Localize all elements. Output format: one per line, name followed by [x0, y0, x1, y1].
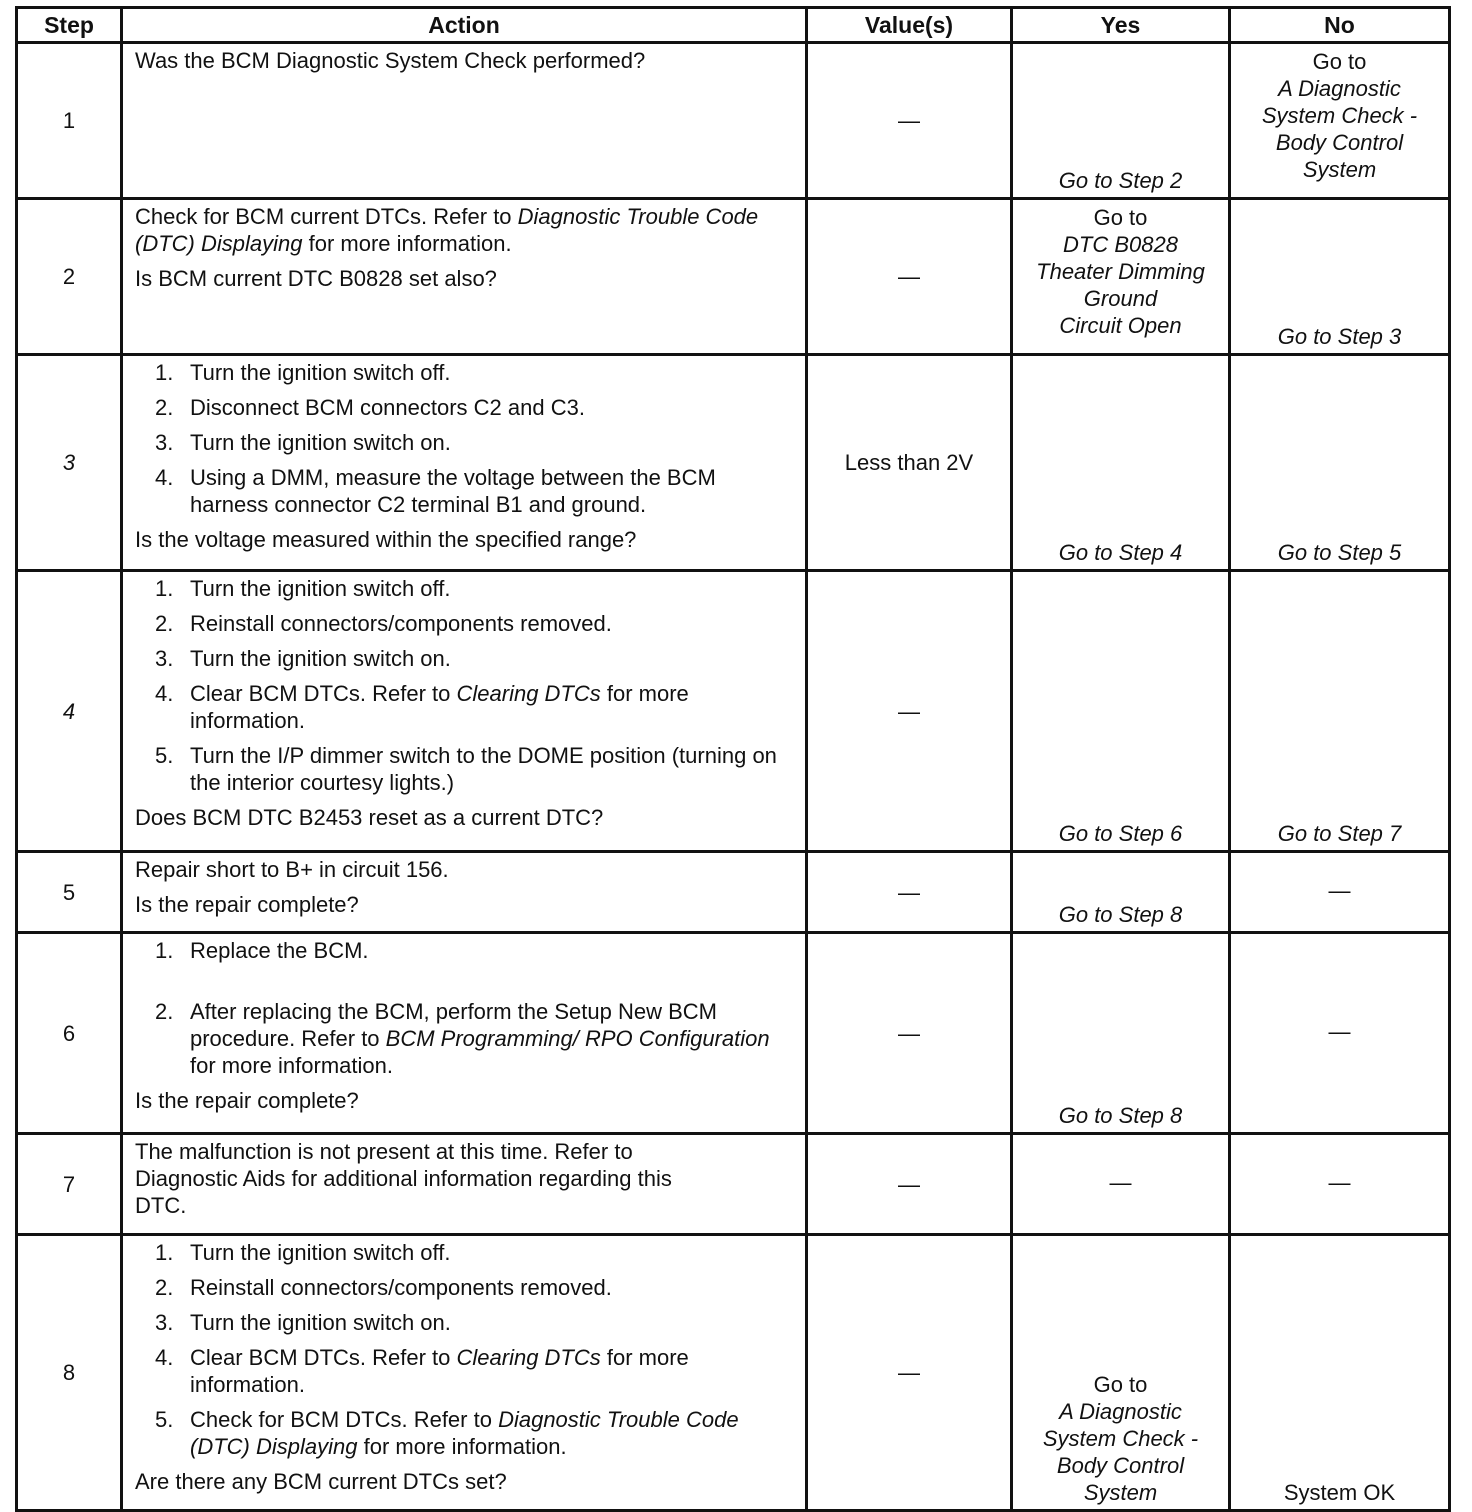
no-cell: — [1230, 1134, 1450, 1235]
yes-link-line: System Check - [1042, 1426, 1199, 1451]
header-step: Step [17, 8, 122, 43]
no-link[interactable] [1231, 75, 1448, 183]
no-link-line: Body Control [1275, 130, 1404, 155]
action-cell [122, 571, 807, 852]
action-cell [122, 1134, 807, 1235]
yes-cell [1012, 933, 1230, 1134]
yes-link[interactable]: Go to Step 8 [1058, 1103, 1183, 1128]
table-row [17, 1235, 1450, 1511]
yes-cell: — [1012, 1134, 1230, 1235]
action-link[interactable]: Diagnostic Trouble Code (DTC) Displaying [135, 204, 759, 256]
action-cell [122, 43, 807, 199]
yes-link-line: Circuit Open [1059, 313, 1182, 338]
no-cell [1230, 571, 1450, 852]
list-item: 4. Clear BCM DTCs. Refer to Clearing DTCs for more information. [155, 681, 689, 733]
header-action: Action [122, 8, 807, 43]
step-number: 7 [17, 1134, 122, 1235]
action-question: Does BCM DTC B2453 reset as a current DTC? [135, 805, 604, 830]
list-item-text: for more information. [190, 681, 689, 733]
no-link-line: System [1302, 157, 1377, 182]
list-item-text: for more information. [357, 1434, 567, 1459]
no-prefix: Go to [1312, 49, 1367, 74]
list-item-text: Clear BCM DTCs. Refer to [190, 681, 457, 706]
action-link[interactable]: Clearing DTCs [456, 1345, 601, 1370]
no-cell: — [1230, 852, 1450, 933]
step-number: 8 [17, 1235, 122, 1511]
header-yes: Yes [1012, 8, 1230, 43]
list-item-text: Disconnect BCM connectors C2 and C3. [190, 395, 585, 420]
action-link[interactable]: Clearing DTCs [456, 681, 601, 706]
no-link-line: System Check - [1261, 103, 1418, 128]
yes-cell [1012, 571, 1230, 852]
yes-link-line: Ground [1083, 286, 1158, 311]
table-row [17, 43, 1450, 199]
action-text: Repair short to B+ in circuit 156. [135, 857, 449, 882]
value-cell: Less than 2V [807, 355, 1012, 571]
value-cell: — [807, 852, 1012, 933]
list-item: 1. Turn the ignition switch off. [155, 360, 451, 385]
action-text-part: Check for BCM current DTCs. Refer to [135, 204, 518, 229]
action-steps [135, 575, 795, 796]
action-cell [122, 355, 807, 571]
list-item-text: Turn the ignition switch on. [190, 430, 451, 455]
yes-prefix: Go to [1093, 1372, 1148, 1397]
table-row [17, 1134, 1450, 1235]
list-item: 4. Using a DMM, measure the voltage between the BCM harness connector C2 terminal B1 and ground. [155, 465, 716, 517]
header-no: No [1230, 8, 1450, 43]
step-number: 5 [17, 852, 122, 933]
header-values: Value(s) [807, 8, 1012, 43]
no-cell [1230, 43, 1450, 199]
no-link[interactable]: Go to Step 5 [1277, 540, 1402, 565]
list-item-text: Replace the BCM. [190, 938, 369, 963]
list-item-text: Reinstall connectors/components removed. [190, 611, 612, 636]
no-cell [1230, 355, 1450, 571]
value-cell: — [807, 933, 1012, 1134]
action-question: Is the repair complete? [135, 1088, 359, 1113]
action-question: Is BCM current DTC B0828 set also? [135, 266, 497, 291]
value-cell: — [807, 571, 1012, 852]
list-item: 3. Turn the ignition switch on. [155, 1310, 451, 1335]
list-item: 5. Check for BCM DTCs. Refer to Diagnostic Trouble Code (DTC) Displaying for more information. [155, 1407, 739, 1459]
action-cell [122, 933, 807, 1134]
action-steps [135, 359, 795, 518]
no-cell: System OK [1230, 1235, 1450, 1511]
yes-link[interactable]: Go to Step 8 [1058, 902, 1183, 927]
list-item: 2. Reinstall connectors/components removed. [155, 1275, 612, 1300]
list-item-text: Using a DMM, measure the voltage between the BCM harness connector C2 terminal B1 and ground. [190, 465, 716, 517]
no-link[interactable]: Go to Step 7 [1277, 821, 1402, 846]
yes-link[interactable]: Go to Step 2 [1058, 168, 1183, 193]
list-item: 4. Clear BCM DTCs. Refer to Clearing DTCs for more information. [155, 1345, 689, 1397]
list-item-text: Turn the ignition switch off. [190, 576, 451, 601]
yes-link-line: A Diagnostic [1059, 1399, 1182, 1424]
list-item: 2. Reinstall connectors/components removed. [155, 611, 612, 636]
yes-link-line: DTC B0828 [1063, 232, 1178, 257]
action-cell [122, 1235, 807, 1511]
step-number: 6 [17, 933, 122, 1134]
action-question: Are there any BCM current DTCs set? [135, 1469, 507, 1494]
value-cell: — [807, 199, 1012, 355]
yes-link-line: System [1083, 1480, 1158, 1505]
list-item-text: Turn the ignition switch off. [190, 360, 451, 385]
list-item-text: for more information. [190, 1053, 393, 1078]
yes-prefix: Go to [1093, 205, 1148, 230]
list-item: 2. Disconnect BCM connectors C2 and C3. [155, 395, 585, 420]
list-item: 3. Turn the ignition switch on. [155, 646, 451, 671]
yes-link-line: Theater Dimming [1036, 259, 1205, 284]
list-item-text: After replacing the BCM, perform the Setup New BCM procedure. Refer to [190, 999, 717, 1051]
action-cell [122, 199, 807, 355]
no-cell [1230, 199, 1450, 355]
action-question: Is the repair complete? [135, 892, 359, 917]
table-row [17, 933, 1450, 1134]
table-row [17, 355, 1450, 571]
yes-cell [1012, 355, 1230, 571]
yes-link[interactable] [1013, 231, 1228, 339]
yes-cell [1012, 852, 1230, 933]
list-item-text: Clear BCM DTCs. Refer to [190, 1345, 457, 1370]
list-item: 5. Turn the I/P dimmer switch to the DOME position (turning on the interior courtesy lights.) [155, 743, 777, 795]
header-row [17, 8, 1450, 43]
list-item: 2. After replacing the BCM, perform the Setup New BCM procedure. Refer to BCM Programming/ RPO Configuration for more information. [155, 999, 770, 1078]
yes-link-line: Body Control [1056, 1453, 1185, 1478]
yes-cell [1012, 1235, 1230, 1511]
action-link[interactable]: BCM Programming/ RPO Configuration [385, 1026, 770, 1051]
step-number: 3 [17, 355, 122, 571]
step-number: 4 [17, 571, 122, 852]
list-item-text: Check for BCM DTCs. Refer to [190, 1407, 499, 1432]
yes-link[interactable] [1013, 1398, 1228, 1506]
value-cell: — [807, 1235, 1012, 1511]
table-row [17, 571, 1450, 852]
action-steps [135, 937, 795, 1079]
list-item: 1. Turn the ignition switch off. [155, 576, 451, 601]
table-row [17, 852, 1450, 933]
action-text: Was the BCM Diagnostic System Check performed? [135, 48, 646, 73]
list-item: 1. Replace the BCM. [155, 938, 369, 963]
action-question: Is the voltage measured within the specified range? [135, 527, 637, 552]
list-item: 3. Turn the ignition switch on. [155, 430, 451, 455]
no-cell: — [1230, 933, 1450, 1134]
yes-link[interactable]: Go to Step 6 [1058, 821, 1183, 846]
list-item-text: Turn the ignition switch on. [190, 1310, 451, 1335]
list-item-text: Turn the ignition switch off. [190, 1240, 451, 1265]
action-text-part: for more information. [302, 231, 512, 256]
table-row [17, 199, 1450, 355]
list-item-text: Reinstall connectors/components removed. [190, 1275, 612, 1300]
value-cell: — [807, 1134, 1012, 1235]
action-link[interactable]: Diagnostic Trouble Code (DTC) Displaying [190, 1407, 739, 1459]
value-cell: — [807, 43, 1012, 199]
list-item-text: for more information. [190, 1345, 689, 1397]
step-number: 2 [17, 199, 122, 355]
diagnostic-table [15, 6, 1451, 1512]
yes-cell [1012, 43, 1230, 199]
yes-link[interactable]: Go to Step 4 [1058, 540, 1183, 565]
action-cell [122, 852, 807, 933]
yes-cell [1012, 199, 1230, 355]
action-steps [135, 1239, 795, 1460]
no-link-line: A Diagnostic [1278, 76, 1401, 101]
action-text: The malfunction is not present at this time. Refer to Diagnostic Aids for additional information regarding this DTC. [135, 1139, 672, 1218]
step-number: 1 [17, 43, 122, 199]
list-item-text: Turn the I/P dimmer switch to the DOME position (turning on the interior courtesy lights.) [190, 743, 777, 795]
list-item: 1. Turn the ignition switch off. [155, 1240, 451, 1265]
no-link[interactable]: Go to Step 3 [1277, 324, 1402, 349]
list-item-text: Turn the ignition switch on. [190, 646, 451, 671]
action-text [135, 203, 795, 257]
